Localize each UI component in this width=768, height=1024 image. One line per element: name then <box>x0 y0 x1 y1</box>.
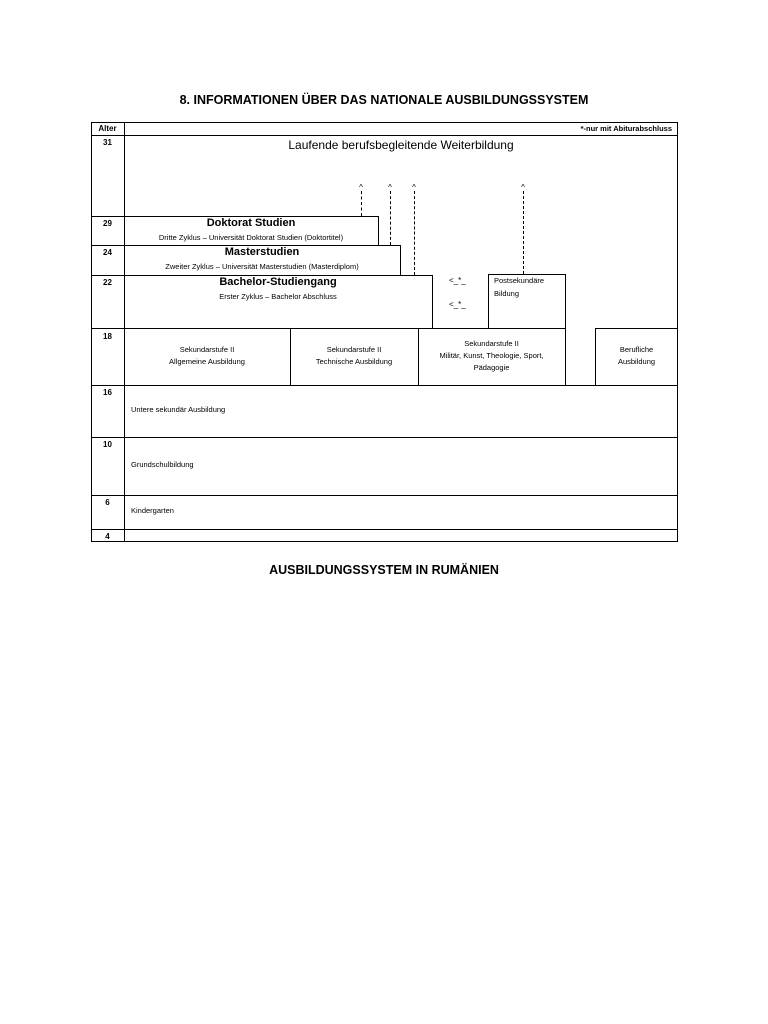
age-divider-22 <box>91 275 124 276</box>
sek-technisch-line2: Technische Ausbildung <box>315 357 393 366</box>
header-divider <box>91 135 678 136</box>
beruf-line1: Berufliche <box>619 345 654 354</box>
age-label: 4 <box>105 532 110 541</box>
arrow-up-icon: ^ <box>359 183 363 192</box>
kindergarten-label: Kindergarten <box>131 506 174 515</box>
untere-sekundaer-label: Untere sekundär Ausbildung <box>131 405 226 414</box>
abitur-note: *-nur mit Abiturabschluss <box>580 124 672 133</box>
age-label: 22 <box>103 278 112 287</box>
master-right-border <box>400 245 401 275</box>
row-divider-6 <box>91 495 678 496</box>
dashed-connector <box>390 191 391 245</box>
age-column-divider <box>124 122 125 542</box>
arrow-up-icon: ^ <box>521 183 525 192</box>
age-label: 16 <box>103 388 112 397</box>
row-divider-10 <box>91 437 678 438</box>
sek-allgemein-line1: Sekundarstufe II <box>179 345 235 354</box>
sek-divider-3 <box>565 328 566 385</box>
master-title: Masterstudien <box>224 246 300 258</box>
beruf-top-border <box>595 328 678 329</box>
doktorat-right-border <box>378 216 379 245</box>
age-label: 6 <box>105 498 110 507</box>
bachelor-title: Bachelor-Studiengang <box>219 276 337 288</box>
postsek-left-border <box>488 274 489 328</box>
sek-militaer-line1: Sekundarstufe II <box>464 339 519 348</box>
beruf-line2: Ausbildung <box>617 357 656 366</box>
row-divider-4 <box>91 529 678 530</box>
dashed-connector <box>523 191 524 274</box>
sek-top-border <box>124 328 565 329</box>
age-label: 31 <box>103 138 112 147</box>
postsek-label-line2: Bildung <box>494 289 520 298</box>
bachelor-right-border <box>432 275 433 328</box>
row-divider-16 <box>91 385 678 386</box>
postsek-label-line1: Postsekundäre <box>494 276 545 285</box>
postsek-right-border <box>565 274 566 328</box>
diagram-caption: AUSBILDUNGSSYSTEM IN RUMÄNIEN <box>269 563 499 577</box>
doktorat-title: Doktorat Studien <box>206 217 296 229</box>
sek-militaer-line2: Militär, Kunst, Theologie, Sport, <box>439 351 544 360</box>
age-divider-18 <box>91 328 124 329</box>
dashed-connector <box>414 191 415 275</box>
age-label: 18 <box>103 332 112 341</box>
grundschule-label: Grundschulbildung <box>131 460 194 469</box>
age-label: 29 <box>103 219 112 228</box>
arrow-up-icon: ^ <box>412 183 416 192</box>
weiterbildung-title: Laufende berufsbegleitende Weiterbildung <box>288 138 514 152</box>
master-subtitle: Zweiter Zyklus – Universität Masterstudien (Masterdiplom) <box>165 262 359 271</box>
sek-allgemein-line2: Allgemeine Ausbildung <box>169 357 245 366</box>
age-label: 10 <box>103 440 112 449</box>
sek-technisch-line1: Sekundarstufe II <box>326 345 382 354</box>
age-divider-29 <box>91 216 124 217</box>
abitur-marker: <_*_ <box>449 276 466 285</box>
sek-militaer-line3: Pädagogie <box>473 363 510 372</box>
age-label: 24 <box>103 248 112 257</box>
arrow-up-icon: ^ <box>388 183 392 192</box>
abitur-marker: <_*_ <box>449 300 466 309</box>
bachelor-subtitle: Erster Zyklus – Bachelor Abschluss <box>219 292 337 301</box>
doktorat-subtitle: Dritte Zyklus – Universität Doktorat Studien (Doktortitel) <box>158 233 344 242</box>
page-title: 8. INFORMATIONEN ÜBER DAS NATIONALE AUSBILDUNGSSYSTEM <box>179 93 589 107</box>
age-column-header: Alter <box>98 124 117 133</box>
age-divider-24 <box>91 245 124 246</box>
dashed-connector <box>361 191 362 216</box>
postsek-top-border <box>488 274 565 275</box>
